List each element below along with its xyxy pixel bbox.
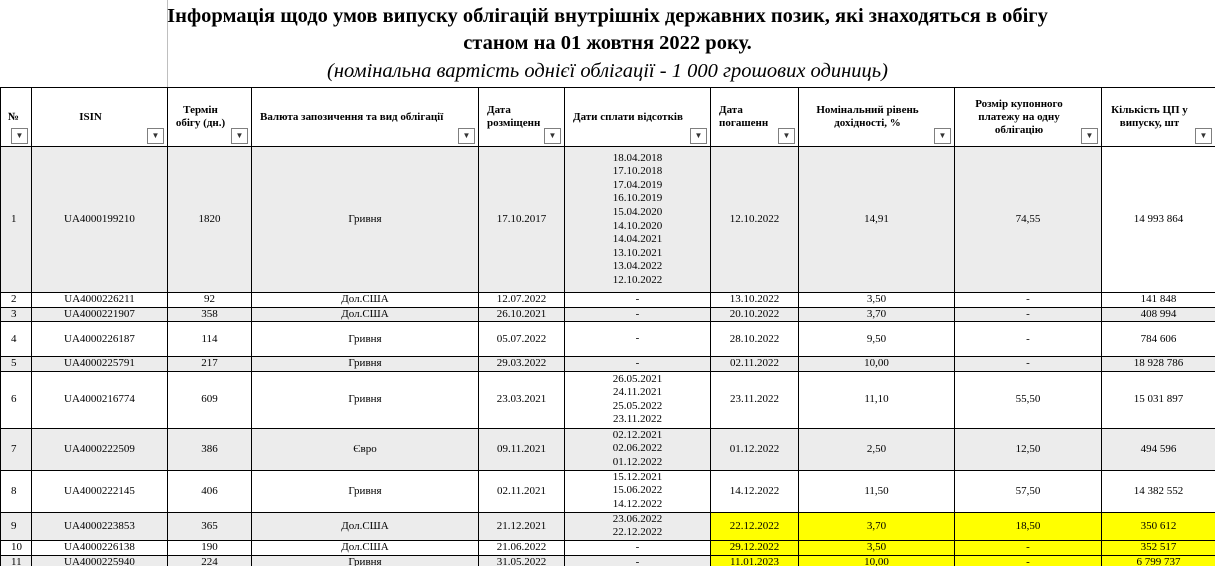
- report-title-area: [0, 0, 1215, 88]
- cell-currency: [252, 307, 479, 322]
- cell-term-value: 609: [201, 393, 218, 406]
- cell-placed: [479, 307, 565, 322]
- cell-no-value: 11: [11, 555, 22, 566]
- cell-term-value: 92: [204, 293, 215, 306]
- cell-quantity: [1102, 555, 1215, 566]
- filter-dropdown-icon[interactable]: ▼: [934, 128, 951, 144]
- header-row: [1, 88, 1215, 147]
- cell-placed-value: 31.05.2022: [496, 555, 547, 566]
- cell-maturity-value: 20.10.2022: [729, 307, 780, 320]
- cell-quantity: [1102, 512, 1215, 540]
- filter-dropdown-icon[interactable]: ▼: [544, 128, 561, 144]
- header-payments: [565, 88, 711, 147]
- cell-coupon-value: -: [1026, 307, 1030, 320]
- cell-currency-value: Гривня: [348, 555, 382, 566]
- table-row: [1, 470, 1215, 512]
- payment-date: 24.11.2021: [612, 386, 663, 399]
- payment-date: -: [635, 555, 640, 566]
- cell-yield: [799, 555, 955, 566]
- cell-currency: [252, 512, 479, 540]
- cell-no-value: 2: [11, 293, 17, 306]
- cell-coupon-value: -: [1026, 541, 1030, 554]
- cell-yield: [799, 322, 955, 357]
- cell-term-value: 224: [201, 555, 218, 566]
- payment-date: -: [635, 332, 640, 345]
- header-label: ISIN: [79, 110, 102, 123]
- cell-term-value: 406: [201, 484, 218, 497]
- cell-term-value: 358: [201, 307, 218, 320]
- cell-no-value: 9: [11, 519, 17, 532]
- cell-currency-value: Гривня: [348, 332, 382, 345]
- cell-coupon: [955, 371, 1102, 428]
- payment-date: 13.10.2021: [612, 246, 663, 259]
- cell-maturity: [711, 512, 799, 540]
- cell-term-value: 190: [201, 541, 218, 554]
- header-maturity: [711, 88, 799, 147]
- cell-coupon-value: 55,50: [1015, 393, 1041, 406]
- filter-dropdown-icon[interactable]: ▼: [458, 128, 475, 144]
- cell-isin-value: UA4000223853: [64, 519, 135, 532]
- cell-coupon: [955, 322, 1102, 357]
- cell-isin: [32, 540, 168, 555]
- cell-term: [168, 307, 252, 322]
- cell-yield: [799, 371, 955, 428]
- report-title: Інформація щодо умов випуску облігацій внутрішніх державних позик, які знаходяться в обігу: [167, 5, 1048, 27]
- cell-yield: [799, 147, 955, 293]
- cell-isin-value: UA4000199210: [64, 213, 135, 225]
- payment-date: 23.06.2022: [612, 512, 663, 525]
- cell-yield: [799, 470, 955, 512]
- cell-no-value: 7: [11, 442, 17, 455]
- cell-yield: [799, 512, 955, 540]
- cell-payment-dates: [565, 307, 711, 322]
- cell-isin: [32, 307, 168, 322]
- cell-yield-value: 3,70: [866, 519, 887, 532]
- header-label: Розмір купонного платежу на одну облігацію: [975, 97, 1063, 136]
- cell-quantity: [1102, 307, 1215, 322]
- payment-date: -: [635, 540, 640, 553]
- cell-payment-dates: [565, 428, 711, 470]
- cell-coupon: [955, 357, 1102, 372]
- cell-no: [1, 470, 32, 512]
- cell-placed-value: 17.10.2017: [496, 213, 547, 225]
- cell-placed: [479, 428, 565, 470]
- cell-isin: [32, 371, 168, 428]
- table-row: [1, 428, 1215, 470]
- cell-coupon: [955, 307, 1102, 322]
- payment-date: 15.06.2022: [612, 484, 663, 497]
- cell-term: [168, 428, 252, 470]
- cell-payment-dates: [565, 371, 711, 428]
- cell-yield-value: 10,00: [864, 357, 889, 370]
- cell-maturity-value: 29.12.2022: [729, 541, 780, 554]
- cell-payment-dates: [565, 512, 711, 540]
- cell-coupon-value: 18,50: [1015, 519, 1041, 532]
- cell-coupon-value: 57,50: [1015, 484, 1041, 497]
- payment-date: 15.12.2021: [612, 470, 663, 483]
- cell-currency-value: Євро: [353, 442, 377, 455]
- filter-dropdown-icon[interactable]: ▼: [231, 128, 248, 144]
- cell-currency: [252, 322, 479, 357]
- cell-maturity: [711, 307, 799, 322]
- cell-no: [1, 428, 32, 470]
- cell-term: [168, 357, 252, 372]
- payment-date: 16.10.2019: [612, 192, 663, 205]
- cell-currency-value: Гривня: [348, 213, 382, 225]
- cell-quantity: [1102, 371, 1215, 428]
- cell-no: [1, 307, 32, 322]
- payment-date: 02.12.2021: [612, 428, 663, 441]
- payment-date: 23.11.2022: [612, 413, 663, 426]
- cell-term: [168, 512, 252, 540]
- cell-placed-value: 12.07.2022: [496, 293, 547, 306]
- cell-isin: [32, 428, 168, 470]
- cell-currency-value: Дол.США: [341, 293, 389, 306]
- cell-placed: [479, 293, 565, 308]
- cell-placed: [479, 147, 565, 293]
- cell-coupon-value: 74,55: [1015, 213, 1041, 225]
- cell-currency: [252, 357, 479, 372]
- payment-date: -: [635, 357, 640, 370]
- payment-date: 15.04.2020: [612, 205, 663, 218]
- cell-placed: [479, 555, 565, 566]
- cell-currency: [252, 555, 479, 566]
- cell-isin-value: UA4000225940: [64, 555, 135, 566]
- cell-quantity: [1102, 540, 1215, 555]
- cell-term-value: 217: [201, 357, 218, 370]
- header-label: №: [8, 110, 20, 123]
- filter-dropdown-icon[interactable]: ▼: [1081, 128, 1098, 144]
- cell-maturity: [711, 428, 799, 470]
- cell-currency: [252, 371, 479, 428]
- filter-dropdown-icon[interactable]: ▼: [1195, 128, 1212, 144]
- payment-date: 13.04.2022: [612, 260, 663, 273]
- cell-maturity-value: 23.11.2022: [729, 393, 780, 406]
- payment-date: 26.05.2021: [612, 372, 663, 385]
- cell-placed: [479, 357, 565, 372]
- payment-date: 22.12.2022: [612, 526, 663, 539]
- cell-term: [168, 470, 252, 512]
- cell-maturity-value: 13.10.2022: [729, 293, 780, 306]
- header-label: Кількість ЦП у випуску, шт: [1111, 104, 1188, 129]
- cell-maturity: [711, 147, 799, 293]
- cell-no-value: 10: [11, 541, 22, 554]
- cell-yield: [799, 428, 955, 470]
- cell-placed-value: 02.11.2021: [496, 484, 547, 497]
- cell-maturity-value: 28.10.2022: [729, 332, 780, 345]
- cell-no: [1, 512, 32, 540]
- cell-isin-value: UA4000226138: [64, 541, 135, 554]
- cell-maturity: [711, 540, 799, 555]
- cell-quantity-value: 18 928 786: [1133, 357, 1184, 370]
- cell-no: [1, 147, 32, 293]
- table-row: [1, 357, 1215, 372]
- cell-term: [168, 322, 252, 357]
- cell-yield-value: 10,00: [864, 555, 889, 566]
- payment-date: 01.12.2022: [612, 456, 663, 469]
- cell-maturity: [711, 371, 799, 428]
- header-label: Валюта запозичення та вид облігації: [260, 110, 444, 123]
- payment-date: 14.10.2020: [612, 219, 663, 232]
- cell-payment-dates: [565, 322, 711, 357]
- cell-maturity: [711, 470, 799, 512]
- cell-placed-value: 23.03.2021: [496, 393, 547, 406]
- cell-currency-value: Гривня: [348, 357, 382, 370]
- cell-quantity: [1102, 470, 1215, 512]
- cell-no-value: 3: [11, 307, 17, 320]
- cell-maturity: [711, 357, 799, 372]
- header-term: [168, 88, 252, 147]
- header-currency: [252, 88, 479, 147]
- cell-maturity-value: 22.12.2022: [729, 519, 780, 532]
- cell-quantity-value: 6 799 737: [1136, 555, 1181, 566]
- cell-placed: [479, 540, 565, 555]
- table-row: [1, 293, 1215, 308]
- cell-placed-value: 29.03.2022: [496, 357, 547, 370]
- cell-payment-dates: [565, 470, 711, 512]
- cell-no-value: 1: [11, 213, 17, 225]
- cell-isin-value: UA4000225791: [64, 357, 135, 370]
- cell-placed-value: 21.06.2022: [496, 541, 547, 554]
- cell-term: [168, 371, 252, 428]
- cell-coupon-value: -: [1026, 332, 1030, 345]
- cell-no: [1, 322, 32, 357]
- cell-quantity-value: 15 031 897: [1133, 393, 1184, 406]
- cell-placed: [479, 470, 565, 512]
- cell-quantity: [1102, 147, 1215, 293]
- cell-isin-value: UA4000222145: [64, 484, 135, 497]
- cell-isin: [32, 147, 168, 293]
- cell-quantity: [1102, 293, 1215, 308]
- payment-date: 14.04.2021: [612, 233, 663, 246]
- cell-currency-value: Гривня: [348, 393, 382, 406]
- table-body: [1, 147, 1215, 566]
- cell-no: [1, 555, 32, 566]
- table-row: [1, 307, 1215, 322]
- cell-yield-value: 3,70: [866, 307, 887, 320]
- header-label: Номінальний рівень дохідності, %: [816, 104, 919, 129]
- header-isin: [32, 88, 168, 147]
- cell-yield: [799, 540, 955, 555]
- cell-quantity-value: 408 994: [1140, 307, 1177, 320]
- cell-placed: [479, 371, 565, 428]
- cell-currency-value: Дол.США: [341, 519, 389, 532]
- cell-quantity: [1102, 428, 1215, 470]
- bonds-table: [0, 87, 1215, 566]
- cell-yield: [799, 307, 955, 322]
- cell-isin: [32, 322, 168, 357]
- cell-no: [1, 371, 32, 428]
- payment-date: 12.10.2022: [612, 273, 663, 286]
- header-label: Дата розміщенн: [487, 104, 541, 129]
- filter-dropdown-icon[interactable]: ▼: [778, 128, 795, 144]
- payment-date: 18.04.2018: [612, 151, 663, 164]
- cell-yield-value: 14,91: [864, 213, 889, 225]
- table-row: [1, 512, 1215, 540]
- cell-placed-value: 09.11.2021: [496, 442, 547, 455]
- cell-currency-value: Гривня: [348, 484, 382, 497]
- cell-coupon-value: 12,50: [1015, 442, 1041, 455]
- table-row: [1, 540, 1215, 555]
- cell-coupon: [955, 540, 1102, 555]
- cell-coupon: [955, 147, 1102, 293]
- payment-date: 14.12.2022: [612, 498, 663, 511]
- cell-maturity-value: 14.12.2022: [729, 484, 780, 497]
- header-label: Дата погашенн: [719, 104, 769, 129]
- header-quantity: [1102, 88, 1215, 147]
- cell-no-value: 5: [11, 357, 17, 370]
- cell-quantity-value: 14 993 864: [1133, 213, 1184, 225]
- cell-term: [168, 147, 252, 293]
- cell-payment-dates: [565, 555, 711, 566]
- cell-yield-value: 11,50: [864, 484, 889, 497]
- cell-placed-value: 26.10.2021: [496, 307, 547, 320]
- cell-currency: [252, 470, 479, 512]
- cell-term-value: 1820: [198, 213, 221, 225]
- report-subtitle: (номінальна вартість однієї облігації - 1 000 грошових одиниць): [327, 60, 888, 82]
- header-no: [1, 88, 32, 147]
- cell-quantity-value: 494 596: [1140, 442, 1177, 455]
- cell-maturity-value: 11.01.2023: [729, 555, 780, 566]
- cell-placed-value: 05.07.2022: [496, 332, 547, 345]
- cell-term-value: 365: [201, 519, 218, 532]
- table-row: [1, 147, 1215, 293]
- cell-maturity-value: 12.10.2022: [729, 213, 780, 225]
- cell-maturity: [711, 555, 799, 566]
- cell-coupon-value: -: [1026, 357, 1030, 370]
- cell-quantity: [1102, 322, 1215, 357]
- cell-no-value: 4: [11, 332, 17, 345]
- cell-quantity-value: 350 612: [1140, 519, 1177, 532]
- header-label: Термін обігу (дн.): [175, 104, 226, 129]
- cell-quantity-value: 784 606: [1140, 332, 1177, 345]
- cell-currency: [252, 147, 479, 293]
- cell-yield-value: 9,50: [866, 332, 887, 345]
- cell-quantity: [1102, 357, 1215, 372]
- cell-coupon: [955, 428, 1102, 470]
- cell-placed: [479, 512, 565, 540]
- table-row: [1, 555, 1215, 566]
- cell-payment-dates: [565, 540, 711, 555]
- cell-isin: [32, 293, 168, 308]
- cell-placed-value: 21.12.2021: [496, 519, 547, 532]
- cell-payment-dates: [565, 293, 711, 308]
- cell-isin: [32, 512, 168, 540]
- cell-isin-value: UA4000222509: [64, 442, 135, 455]
- cell-coupon: [955, 512, 1102, 540]
- payment-date: -: [635, 307, 640, 320]
- cell-no: [1, 357, 32, 372]
- cell-no-value: 8: [11, 484, 17, 497]
- cell-no: [1, 540, 32, 555]
- cell-maturity: [711, 322, 799, 357]
- cell-coupon: [955, 293, 1102, 308]
- table-row: [1, 322, 1215, 357]
- cell-isin-value: UA4000226187: [64, 332, 135, 345]
- payment-date: 25.05.2022: [612, 399, 663, 412]
- payment-date: -: [635, 293, 640, 305]
- cell-maturity-value: 02.11.2022: [729, 357, 780, 370]
- cell-no: [1, 293, 32, 308]
- cell-term-value: 114: [201, 332, 218, 345]
- cell-isin: [32, 357, 168, 372]
- cell-no-value: 6: [11, 393, 17, 406]
- cell-payment-dates: [565, 147, 711, 293]
- cell-term: [168, 540, 252, 555]
- cell-coupon-value: -: [1026, 555, 1030, 566]
- cell-quantity-value: 14 382 552: [1133, 484, 1184, 497]
- header-placed: [479, 88, 565, 147]
- table-row: [1, 371, 1215, 428]
- filter-dropdown-icon[interactable]: ▼: [11, 128, 28, 144]
- cell-isin: [32, 555, 168, 566]
- cell-currency: [252, 293, 479, 308]
- cell-quantity-value: 352 517: [1140, 541, 1177, 554]
- header-yield: [799, 88, 955, 147]
- payment-date: 02.06.2022: [612, 442, 663, 455]
- cell-term-value: 386: [201, 442, 218, 455]
- cell-payment-dates: [565, 357, 711, 372]
- payment-date: 17.04.2019: [612, 178, 663, 191]
- cell-yield: [799, 293, 955, 308]
- cell-maturity: [711, 293, 799, 308]
- cell-yield-value: 3,50: [866, 293, 887, 306]
- cell-yield-value: 3,50: [866, 541, 887, 554]
- cell-currency-value: Дол.США: [341, 541, 389, 554]
- cell-yield-value: 11,10: [864, 393, 889, 406]
- cell-isin-value: UA4000226211: [64, 293, 135, 306]
- cell-currency-value: Дол.США: [341, 307, 389, 320]
- cell-coupon: [955, 470, 1102, 512]
- filter-dropdown-icon[interactable]: ▼: [690, 128, 707, 144]
- cell-isin-value: UA4000221907: [64, 307, 135, 320]
- cell-yield-value: 2,50: [866, 442, 887, 455]
- cell-placed: [479, 322, 565, 357]
- payment-date: 17.10.2018: [612, 165, 663, 178]
- cell-isin: [32, 470, 168, 512]
- report-date: станом на 01 жовтня 2022 року.: [463, 32, 752, 54]
- header-label: Дати сплати відсотків: [573, 110, 683, 123]
- header-coupon: [955, 88, 1102, 147]
- cell-quantity-value: 141 848: [1140, 293, 1177, 306]
- cell-coupon-value: -: [1026, 293, 1030, 306]
- cell-isin-value: UA4000216774: [64, 393, 135, 406]
- cell-currency: [252, 540, 479, 555]
- cell-term: [168, 555, 252, 566]
- cell-yield: [799, 357, 955, 372]
- cell-term: [168, 293, 252, 308]
- cell-coupon: [955, 555, 1102, 566]
- cell-maturity-value: 01.12.2022: [729, 442, 780, 455]
- cell-currency: [252, 428, 479, 470]
- filter-dropdown-icon[interactable]: ▼: [147, 128, 164, 144]
